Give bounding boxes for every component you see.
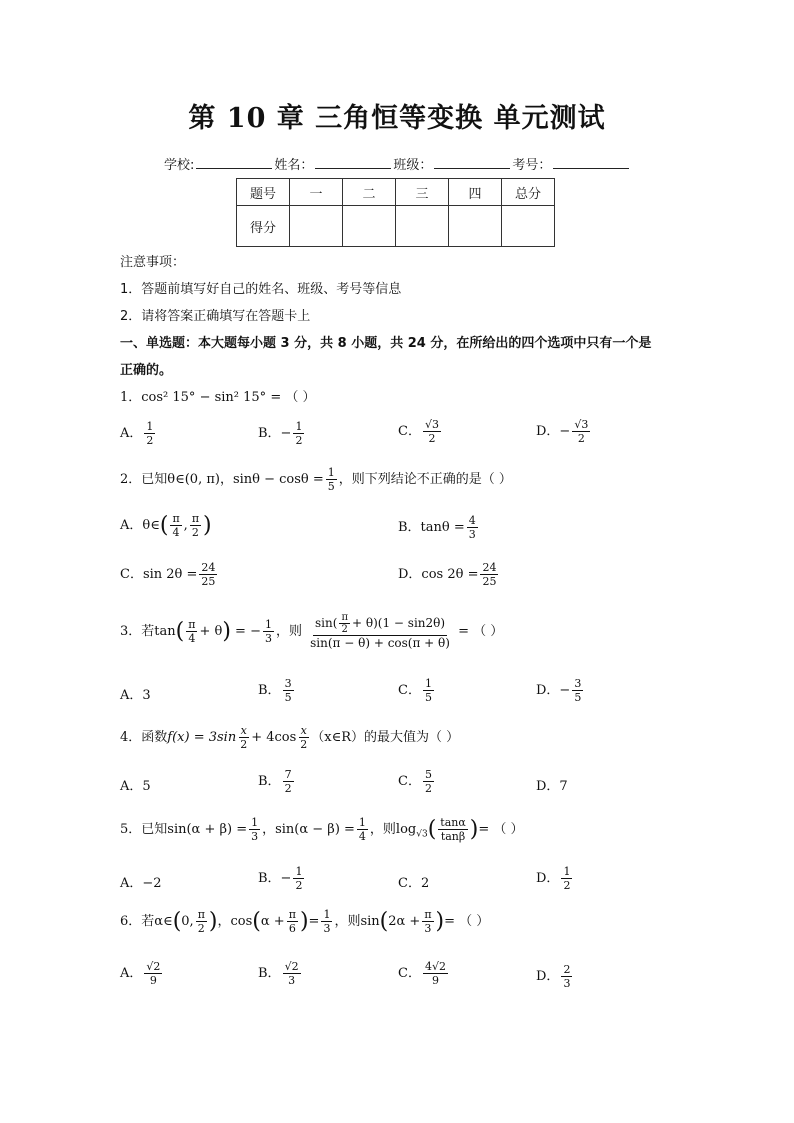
question-6-stem: 6．若α∈(0, $\frac{\pi}{2}$ )，cos(α + $\frac{\pi}{6}$ )= $\frac{1}{3}$ ，则sin(2α + $\frac{\pi}{3}$ )= （ ）: [120, 908, 490, 935]
question-4-stem: 4．函数f(x) = 3sin $\frac{x}{2}$ + 4cos $\frac{x}{2}$ （x∈R）的最大值为（ ）: [120, 724, 460, 751]
student-info-line: [164, 154, 631, 173]
school-label: 学校:: [164, 158, 195, 173]
exam-no-blank[interactable]: [553, 156, 629, 169]
score-header-cell: 一: [290, 179, 343, 206]
question-1-stem: 1．cos² 15° − sin² 15° = （ ）: [120, 390, 316, 405]
notes-heading: 注意事项：: [120, 255, 186, 270]
q1-option-c[interactable]: C． $\frac{√3}{2}$: [398, 418, 439, 445]
q3-option-a[interactable]: A．3: [120, 688, 151, 703]
q4-option-c[interactable]: C． $\frac{5}{2}$: [398, 768, 432, 795]
section-heading-cont: 正确的。: [120, 363, 173, 378]
score-header-cell: 四: [449, 179, 502, 206]
score-header-cell: 题号: [237, 179, 290, 206]
q1-option-a[interactable]: A． $\frac{1}{2}$: [120, 420, 154, 447]
score-header-cell: 三: [396, 179, 449, 206]
q4-option-a[interactable]: A．5: [120, 779, 151, 794]
section-heading: 一、单选题：本大题每小题 3 分，共 8 小题，共 24 分，在所给出的四个选项中只有一个是: [120, 336, 652, 351]
score-cell[interactable]: [396, 206, 449, 247]
q1-option-d[interactable]: D．− $\frac{√3}{2}$: [536, 418, 589, 445]
question-5-stem: 5．已知sin(α + β) = $\frac{1}{3}$ ，sin(α − β) = $\frac{1}{4}$ ，则$\log_{√3}$( $\frac{\tan\alpha}{\tan\beta}$ )= （ ）: [120, 816, 524, 843]
q2-option-c[interactable]: C．sin 2θ = $\frac{24}{25}$: [120, 561, 216, 588]
q3-option-b[interactable]: B． $\frac{3}{5}$: [258, 677, 292, 704]
q4-option-d[interactable]: D．7: [536, 779, 568, 794]
q5-option-b[interactable]: B．− $\frac{1}{2}$: [258, 865, 303, 892]
page-title: 第 10 章 三角恒等变换 单元测试: [188, 103, 606, 134]
school-blank[interactable]: [196, 156, 272, 169]
exam-no-label: 考号：: [512, 158, 552, 173]
score-cell[interactable]: [290, 206, 343, 247]
q2-option-a[interactable]: A．θ∈( $\frac{\pi}{4}$ , $\frac{\pi}{2}$ ): [120, 512, 212, 539]
score-header-cell: 总分: [502, 179, 555, 206]
q6-option-c[interactable]: C． $\frac{4√2}{9}$: [398, 960, 446, 987]
q2-option-b[interactable]: B．tanθ = $\frac{4}{3}$: [398, 514, 476, 541]
score-cell[interactable]: [502, 206, 555, 247]
score-cell[interactable]: [343, 206, 396, 247]
q3-option-d[interactable]: D．− $\frac{3}{5}$: [536, 677, 582, 704]
q6-option-b[interactable]: B． $\frac{√2}{3}$: [258, 960, 299, 987]
score-row-label: 得分: [237, 206, 290, 247]
name-blank[interactable]: [315, 156, 391, 169]
q1-option-b[interactable]: B．− $\frac{1}{2}$: [258, 420, 303, 447]
q4-option-b[interactable]: B． $\frac{7}{2}$: [258, 768, 292, 795]
q5-option-c[interactable]: C．2: [398, 876, 430, 891]
score-cell[interactable]: [449, 206, 502, 247]
note-item: 1．答题前填写好自己的姓名、班级、考号等信息: [120, 282, 402, 297]
score-header-cell: 二: [343, 179, 396, 206]
class-blank[interactable]: [434, 156, 510, 169]
question-3-stem: 3．若tan( $\frac{\pi}{4}$ + θ) = − $\frac{1}{3}$ ，则 sin( $\frac{\pi}{2}$ + θ)(1 − sin2θ) sin(π − θ) + cos(π + θ) = （ ）: [120, 612, 504, 650]
score-table: [236, 178, 555, 247]
q3-option-c[interactable]: C． $\frac{1}{5}$: [398, 677, 432, 704]
q5-option-a[interactable]: A．−2: [120, 876, 162, 891]
class-label: 班级：: [393, 158, 433, 173]
note-item: 2．请将答案正确填写在答题卡上: [120, 309, 311, 324]
question-2-stem: 2．已知θ∈(0, π)，sinθ − cosθ = $\frac{1}{5}$ ，则下列结论不正确的是（ ）: [120, 466, 512, 493]
q2-option-d[interactable]: D．cos 2θ = $\frac{24}{25}$: [398, 561, 497, 588]
name-label: 姓名：: [274, 158, 314, 173]
q6-option-d[interactable]: D． $\frac{2}{3}$: [536, 963, 571, 990]
q5-option-d[interactable]: D． $\frac{1}{2}$: [536, 865, 571, 892]
q6-option-a[interactable]: A． $\frac{√2}{9}$: [120, 960, 161, 987]
